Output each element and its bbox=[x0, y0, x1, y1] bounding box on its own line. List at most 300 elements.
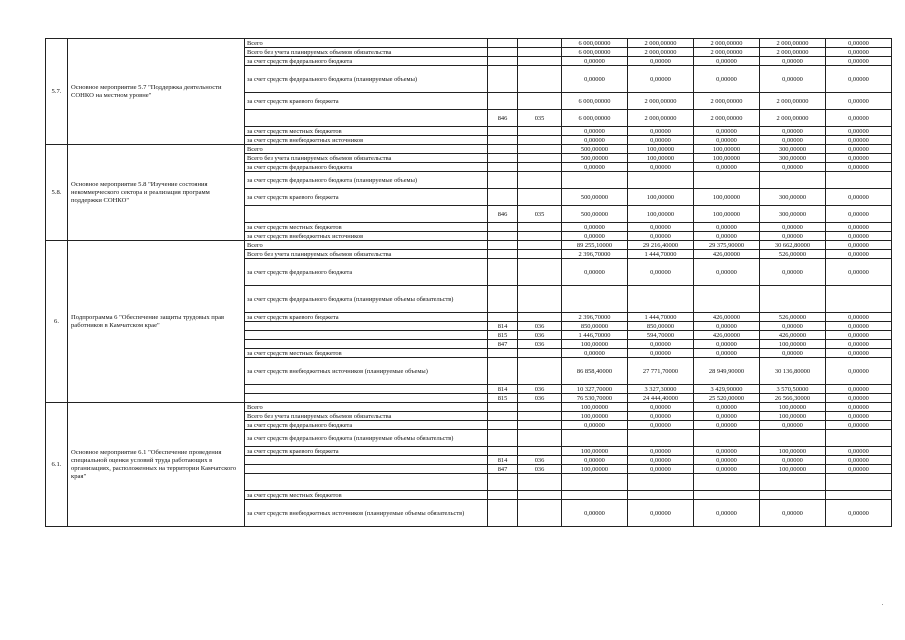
amount-cell: 2 000,00000 bbox=[694, 110, 760, 127]
amount-cell: 0,00000 bbox=[694, 259, 760, 286]
amount-cell: 0,00000 bbox=[826, 223, 892, 232]
program-code bbox=[518, 403, 562, 412]
amount-cell: 0,00000 bbox=[628, 163, 694, 172]
program-code bbox=[518, 57, 562, 66]
program-code bbox=[518, 421, 562, 430]
program-code bbox=[518, 259, 562, 286]
amount-cell: 26 566,30000 bbox=[760, 394, 826, 403]
amount-cell: 3 327,30000 bbox=[628, 385, 694, 394]
amount-cell bbox=[826, 172, 892, 189]
funding-source-label: за счет средств федерального бюджета (планируемые объемы) bbox=[245, 172, 488, 189]
amount-cell: 500,00000 bbox=[562, 189, 628, 206]
section-name: Основное мероприятие 6.1 "Обеспечение проведения специальной оценки условий труда работающих в организациях, расположенных на территории Камчатского края" bbox=[68, 403, 245, 527]
amount-cell: 100,00000 bbox=[694, 154, 760, 163]
grbs-code bbox=[488, 491, 518, 500]
program-code bbox=[518, 500, 562, 527]
amount-cell bbox=[760, 474, 826, 491]
grbs-code bbox=[488, 57, 518, 66]
amount-cell: 100,00000 bbox=[760, 465, 826, 474]
amount-cell: 0,00000 bbox=[826, 110, 892, 127]
funding-source-label: Всего bbox=[245, 145, 488, 154]
funding-source-label bbox=[245, 385, 488, 394]
program-code bbox=[518, 241, 562, 250]
program-code bbox=[518, 491, 562, 500]
grbs-code: 846 bbox=[488, 110, 518, 127]
program-code: 036 bbox=[518, 456, 562, 465]
funding-source-label: за счет средств краевого бюджета bbox=[245, 189, 488, 206]
program-code: 036 bbox=[518, 394, 562, 403]
grbs-code bbox=[488, 127, 518, 136]
amount-cell bbox=[694, 491, 760, 500]
program-code bbox=[518, 412, 562, 421]
amount-cell: 0,00000 bbox=[562, 223, 628, 232]
amount-cell: 0,00000 bbox=[694, 349, 760, 358]
amount-cell bbox=[628, 474, 694, 491]
funding-source-label: за счет средств краевого бюджета bbox=[245, 447, 488, 456]
program-code: 036 bbox=[518, 465, 562, 474]
section-index: 5.7. bbox=[46, 39, 68, 145]
amount-cell: 0,00000 bbox=[694, 57, 760, 66]
amount-cell: 0,00000 bbox=[562, 232, 628, 241]
amount-cell: 0,00000 bbox=[628, 223, 694, 232]
amount-cell bbox=[628, 286, 694, 313]
amount-cell: 0,00000 bbox=[826, 250, 892, 259]
amount-cell: 0,00000 bbox=[826, 322, 892, 331]
amount-cell: 0,00000 bbox=[694, 447, 760, 456]
amount-cell: 0,00000 bbox=[562, 349, 628, 358]
amount-cell bbox=[826, 474, 892, 491]
amount-cell bbox=[628, 430, 694, 447]
funding-source-label bbox=[245, 465, 488, 474]
grbs-code bbox=[488, 93, 518, 110]
amount-cell: 0,00000 bbox=[562, 456, 628, 465]
amount-cell: 500,00000 bbox=[562, 206, 628, 223]
amount-cell: 100,00000 bbox=[628, 189, 694, 206]
amount-cell: 0,00000 bbox=[826, 358, 892, 385]
amount-cell: 2 000,00000 bbox=[628, 93, 694, 110]
funding-source-label bbox=[245, 331, 488, 340]
amount-cell: 3 570,50000 bbox=[760, 385, 826, 394]
grbs-code bbox=[488, 39, 518, 48]
program-code bbox=[518, 66, 562, 93]
amount-cell bbox=[826, 491, 892, 500]
funding-source-label: за счет средств федерального бюджета bbox=[245, 163, 488, 172]
grbs-code bbox=[488, 259, 518, 286]
amount-cell: 0,00000 bbox=[760, 223, 826, 232]
section-index: 5.8. bbox=[46, 145, 68, 241]
program-code: 036 bbox=[518, 331, 562, 340]
amount-cell: 6 000,00000 bbox=[562, 39, 628, 48]
amount-cell: 24 444,40000 bbox=[628, 394, 694, 403]
amount-cell: 2 000,00000 bbox=[694, 39, 760, 48]
funding-source-label: за счет средств федерального бюджета (планируемые объемы обязательств) bbox=[245, 286, 488, 313]
amount-cell bbox=[760, 286, 826, 313]
amount-cell: 0,00000 bbox=[760, 259, 826, 286]
program-code bbox=[518, 163, 562, 172]
grbs-code bbox=[488, 286, 518, 313]
amount-cell: 0,00000 bbox=[826, 93, 892, 110]
amount-cell: 0,00000 bbox=[694, 456, 760, 465]
amount-cell: 0,00000 bbox=[760, 136, 826, 145]
amount-cell: 0,00000 bbox=[826, 394, 892, 403]
amount-cell: 0,00000 bbox=[826, 127, 892, 136]
amount-cell: 0,00000 bbox=[562, 421, 628, 430]
grbs-code bbox=[488, 145, 518, 154]
amount-cell: 2 000,00000 bbox=[628, 39, 694, 48]
amount-cell: 2 000,00000 bbox=[760, 110, 826, 127]
amount-cell: 0,00000 bbox=[628, 421, 694, 430]
amount-cell: 0,00000 bbox=[628, 259, 694, 286]
amount-cell: 0,00000 bbox=[826, 241, 892, 250]
program-code: 035 bbox=[518, 206, 562, 223]
amount-cell: 0,00000 bbox=[826, 39, 892, 48]
amount-cell: 0,00000 bbox=[826, 145, 892, 154]
program-code bbox=[518, 250, 562, 259]
amount-cell: 0,00000 bbox=[826, 189, 892, 206]
funding-source-label: за счет средств местных бюджетов bbox=[245, 491, 488, 500]
amount-cell: 500,00000 bbox=[562, 154, 628, 163]
amount-cell: 0,00000 bbox=[826, 331, 892, 340]
program-code bbox=[518, 430, 562, 447]
amount-cell bbox=[694, 286, 760, 313]
amount-cell: 0,00000 bbox=[760, 322, 826, 331]
funding-source-label: за счет средств внебюджетных источников bbox=[245, 232, 488, 241]
amount-cell: 0,00000 bbox=[628, 349, 694, 358]
amount-cell: 594,70000 bbox=[628, 331, 694, 340]
amount-cell: 0,00000 bbox=[694, 136, 760, 145]
funding-source-label: за счет средств местных бюджетов bbox=[245, 349, 488, 358]
amount-cell: 300,00000 bbox=[760, 145, 826, 154]
table-row bbox=[46, 39, 892, 48]
amount-cell: 0,00000 bbox=[694, 66, 760, 93]
amount-cell: 0,00000 bbox=[694, 163, 760, 172]
program-code bbox=[518, 136, 562, 145]
funding-source-label: за счет средств местных бюджетов bbox=[245, 127, 488, 136]
funding-source-label: за счет средств краевого бюджета bbox=[245, 313, 488, 322]
amount-cell: 2 000,00000 bbox=[628, 48, 694, 57]
funding-source-label bbox=[245, 340, 488, 349]
budget-table bbox=[45, 38, 892, 527]
program-code bbox=[518, 39, 562, 48]
funding-source-label: за счет средств внебюджетных источников (планируемые объемы обязательств) bbox=[245, 500, 488, 527]
grbs-code bbox=[488, 223, 518, 232]
amount-cell: 0,00000 bbox=[628, 57, 694, 66]
funding-source-label bbox=[245, 322, 488, 331]
amount-cell: 30 662,80000 bbox=[760, 241, 826, 250]
amount-cell: 2 000,00000 bbox=[760, 93, 826, 110]
amount-cell: 300,00000 bbox=[760, 206, 826, 223]
amount-cell: 1 444,70000 bbox=[628, 313, 694, 322]
amount-cell: 2 000,00000 bbox=[760, 39, 826, 48]
amount-cell bbox=[760, 172, 826, 189]
amount-cell: 0,00000 bbox=[628, 127, 694, 136]
program-code bbox=[518, 447, 562, 456]
grbs-code bbox=[488, 358, 518, 385]
amount-cell bbox=[562, 474, 628, 491]
grbs-code bbox=[488, 430, 518, 447]
grbs-code bbox=[488, 500, 518, 527]
amount-cell: 0,00000 bbox=[760, 127, 826, 136]
amount-cell: 0,00000 bbox=[760, 57, 826, 66]
amount-cell: 0,00000 bbox=[826, 456, 892, 465]
funding-source-label bbox=[245, 110, 488, 127]
amount-cell: 0,00000 bbox=[826, 421, 892, 430]
amount-cell bbox=[760, 491, 826, 500]
funding-source-label: Всего без учета планируемых объемов обязательства bbox=[245, 412, 488, 421]
grbs-code bbox=[488, 189, 518, 206]
amount-cell: 0,00000 bbox=[826, 136, 892, 145]
amount-cell: 0,00000 bbox=[628, 232, 694, 241]
funding-source-label: Всего bbox=[245, 403, 488, 412]
amount-cell: 426,00000 bbox=[694, 250, 760, 259]
amount-cell: 526,00000 bbox=[760, 313, 826, 322]
funding-source-label: за счет средств федерального бюджета (планируемые объемы обязательств) bbox=[245, 430, 488, 447]
grbs-code bbox=[488, 447, 518, 456]
program-code bbox=[518, 313, 562, 322]
amount-cell: 0,00000 bbox=[694, 127, 760, 136]
amount-cell: 0,00000 bbox=[562, 136, 628, 145]
funding-source-label: Всего без учета планируемых объемов обязательства bbox=[245, 250, 488, 259]
funding-source-label: за счет средств местных бюджетов bbox=[245, 223, 488, 232]
grbs-code bbox=[488, 232, 518, 241]
table-row bbox=[46, 145, 892, 154]
amount-cell bbox=[562, 286, 628, 313]
amount-cell: 850,00000 bbox=[628, 322, 694, 331]
funding-source-label: за счет средств федерального бюджета bbox=[245, 421, 488, 430]
table-row bbox=[46, 403, 892, 412]
amount-cell: 86 858,40000 bbox=[562, 358, 628, 385]
amount-cell bbox=[562, 491, 628, 500]
grbs-code bbox=[488, 172, 518, 189]
funding-source-label: Всего bbox=[245, 241, 488, 250]
grbs-code: 814 bbox=[488, 322, 518, 331]
amount-cell: 0,00000 bbox=[760, 163, 826, 172]
amount-cell: 0,00000 bbox=[760, 66, 826, 93]
amount-cell bbox=[826, 430, 892, 447]
amount-cell bbox=[826, 286, 892, 313]
program-code: 036 bbox=[518, 385, 562, 394]
grbs-code: 846 bbox=[488, 206, 518, 223]
table-row bbox=[46, 241, 892, 250]
grbs-code bbox=[488, 136, 518, 145]
amount-cell: 850,00000 bbox=[562, 322, 628, 331]
amount-cell bbox=[694, 430, 760, 447]
amount-cell: 10 327,70000 bbox=[562, 385, 628, 394]
program-code bbox=[518, 223, 562, 232]
amount-cell: 27 771,70000 bbox=[628, 358, 694, 385]
amount-cell: 2 000,00000 bbox=[760, 48, 826, 57]
amount-cell: 0,00000 bbox=[694, 403, 760, 412]
amount-cell: 0,00000 bbox=[562, 66, 628, 93]
amount-cell bbox=[562, 430, 628, 447]
amount-cell: 0,00000 bbox=[826, 66, 892, 93]
amount-cell: 0,00000 bbox=[826, 412, 892, 421]
amount-cell: 426,00000 bbox=[694, 331, 760, 340]
funding-source-label bbox=[245, 206, 488, 223]
amount-cell: 100,00000 bbox=[628, 154, 694, 163]
amount-cell: 0,00000 bbox=[826, 313, 892, 322]
amount-cell: 100,00000 bbox=[628, 145, 694, 154]
program-code: 036 bbox=[518, 322, 562, 331]
amount-cell: 100,00000 bbox=[562, 447, 628, 456]
amount-cell: 0,00000 bbox=[826, 57, 892, 66]
amount-cell: 0,00000 bbox=[694, 465, 760, 474]
amount-cell bbox=[694, 172, 760, 189]
amount-cell: 100,00000 bbox=[562, 340, 628, 349]
grbs-code bbox=[488, 349, 518, 358]
funding-source-label: Всего без учета планируемых объемов обязательства bbox=[245, 154, 488, 163]
program-code: 036 bbox=[518, 340, 562, 349]
section-name: Основное мероприятие 5.7 "Поддержка деятельности СОНКО на местном уровне" bbox=[68, 39, 245, 145]
program-code bbox=[518, 154, 562, 163]
amount-cell: 0,00000 bbox=[562, 500, 628, 527]
amount-cell: 100,00000 bbox=[694, 189, 760, 206]
grbs-code: 847 bbox=[488, 465, 518, 474]
amount-cell: 0,00000 bbox=[694, 232, 760, 241]
amount-cell: 0,00000 bbox=[562, 259, 628, 286]
amount-cell: 0,00000 bbox=[628, 447, 694, 456]
amount-cell: 0,00000 bbox=[826, 340, 892, 349]
grbs-code bbox=[488, 163, 518, 172]
amount-cell: 100,00000 bbox=[562, 465, 628, 474]
amount-cell: 300,00000 bbox=[760, 189, 826, 206]
amount-cell: 100,00000 bbox=[694, 145, 760, 154]
amount-cell: 0,00000 bbox=[826, 163, 892, 172]
amount-cell: 6 000,00000 bbox=[562, 93, 628, 110]
program-code bbox=[518, 189, 562, 206]
amount-cell bbox=[628, 172, 694, 189]
amount-cell: 500,00000 bbox=[562, 145, 628, 154]
amount-cell: 0,00000 bbox=[628, 500, 694, 527]
grbs-code bbox=[488, 474, 518, 491]
amount-cell: 0,00000 bbox=[760, 349, 826, 358]
funding-source-label: Всего bbox=[245, 39, 488, 48]
amount-cell: 25 520,00000 bbox=[694, 394, 760, 403]
amount-cell: 30 136,80000 bbox=[760, 358, 826, 385]
amount-cell bbox=[628, 491, 694, 500]
amount-cell: 0,00000 bbox=[694, 421, 760, 430]
section-index: 6.1. bbox=[46, 403, 68, 527]
amount-cell: 76 530,70000 bbox=[562, 394, 628, 403]
amount-cell bbox=[760, 430, 826, 447]
amount-cell: 100,00000 bbox=[562, 412, 628, 421]
funding-source-label: за счет средств федерального бюджета (планируемые объемы) bbox=[245, 66, 488, 93]
grbs-code bbox=[488, 250, 518, 259]
amount-cell: 0,00000 bbox=[760, 421, 826, 430]
section-name: Подпрограмма 6 "Обеспечение защиты трудовых прав работников в Камчатском крае" bbox=[68, 241, 245, 403]
program-code bbox=[518, 286, 562, 313]
amount-cell: 300,00000 bbox=[760, 154, 826, 163]
grbs-code: 814 bbox=[488, 385, 518, 394]
funding-source-label: за счет средств внебюджетных источников bbox=[245, 136, 488, 145]
amount-cell: 6 000,00000 bbox=[562, 110, 628, 127]
amount-cell: 0,00000 bbox=[628, 136, 694, 145]
funding-source-label: за счет средств федерального бюджета bbox=[245, 259, 488, 286]
amount-cell: 100,00000 bbox=[562, 403, 628, 412]
amount-cell: 1 446,70000 bbox=[562, 331, 628, 340]
amount-cell bbox=[694, 474, 760, 491]
amount-cell: 0,00000 bbox=[562, 57, 628, 66]
amount-cell: 29 216,40000 bbox=[628, 241, 694, 250]
amount-cell: 0,00000 bbox=[826, 154, 892, 163]
amount-cell: 0,00000 bbox=[826, 465, 892, 474]
grbs-code: 847 bbox=[488, 340, 518, 349]
amount-cell: 1 444,70000 bbox=[628, 250, 694, 259]
amount-cell: 0,00000 bbox=[826, 349, 892, 358]
amount-cell: 0,00000 bbox=[760, 232, 826, 241]
amount-cell: 0,00000 bbox=[826, 403, 892, 412]
program-code bbox=[518, 93, 562, 110]
amount-cell bbox=[562, 172, 628, 189]
grbs-code bbox=[488, 66, 518, 93]
amount-cell: 0,00000 bbox=[628, 340, 694, 349]
amount-cell: 0,00000 bbox=[826, 259, 892, 286]
funding-source-label: за счет средств федерального бюджета bbox=[245, 57, 488, 66]
grbs-code bbox=[488, 403, 518, 412]
amount-cell: 0,00000 bbox=[826, 447, 892, 456]
amount-cell: 0,00000 bbox=[694, 412, 760, 421]
budget-table-body bbox=[46, 39, 892, 527]
amount-cell: 0,00000 bbox=[760, 500, 826, 527]
grbs-code bbox=[488, 412, 518, 421]
amount-cell: 0,00000 bbox=[694, 223, 760, 232]
amount-cell: 0,00000 bbox=[760, 456, 826, 465]
amount-cell: 426,00000 bbox=[694, 313, 760, 322]
amount-cell: 28 949,90000 bbox=[694, 358, 760, 385]
program-code bbox=[518, 232, 562, 241]
program-code bbox=[518, 349, 562, 358]
amount-cell: 100,00000 bbox=[760, 447, 826, 456]
amount-cell: 100,00000 bbox=[760, 403, 826, 412]
program-code bbox=[518, 145, 562, 154]
amount-cell: 0,00000 bbox=[694, 322, 760, 331]
grbs-code bbox=[488, 241, 518, 250]
program-code bbox=[518, 172, 562, 189]
grbs-code: 815 bbox=[488, 394, 518, 403]
amount-cell: 426,00000 bbox=[760, 331, 826, 340]
funding-source-label: за счет средств внебюджетных источников (планируемые объемы) bbox=[245, 358, 488, 385]
amount-cell: 0,00000 bbox=[628, 412, 694, 421]
amount-cell: 0,00000 bbox=[628, 465, 694, 474]
grbs-code: 814 bbox=[488, 456, 518, 465]
funding-source-label: Всего без учета планируемых объемов обязательства bbox=[245, 48, 488, 57]
grbs-code bbox=[488, 421, 518, 430]
amount-cell: 29 375,90000 bbox=[694, 241, 760, 250]
amount-cell: 100,00000 bbox=[760, 412, 826, 421]
amount-cell: 2 000,00000 bbox=[628, 110, 694, 127]
funding-source-label bbox=[245, 456, 488, 465]
amount-cell: 0,00000 bbox=[826, 232, 892, 241]
amount-cell: 0,00000 bbox=[826, 385, 892, 394]
section-index: 6. bbox=[46, 241, 68, 403]
grbs-code bbox=[488, 154, 518, 163]
grbs-code: 815 bbox=[488, 331, 518, 340]
amount-cell: 2 396,70000 bbox=[562, 313, 628, 322]
funding-source-label bbox=[245, 394, 488, 403]
amount-cell: 0,00000 bbox=[628, 66, 694, 93]
grbs-code bbox=[488, 313, 518, 322]
program-code bbox=[518, 474, 562, 491]
program-code bbox=[518, 358, 562, 385]
amount-cell: 100,00000 bbox=[628, 206, 694, 223]
grbs-code bbox=[488, 48, 518, 57]
amount-cell: 2 000,00000 bbox=[694, 48, 760, 57]
amount-cell: 89 255,10000 bbox=[562, 241, 628, 250]
amount-cell: 2 396,70000 bbox=[562, 250, 628, 259]
funding-source-label: за счет средств краевого бюджета bbox=[245, 93, 488, 110]
program-code bbox=[518, 127, 562, 136]
amount-cell: 0,00000 bbox=[826, 206, 892, 223]
